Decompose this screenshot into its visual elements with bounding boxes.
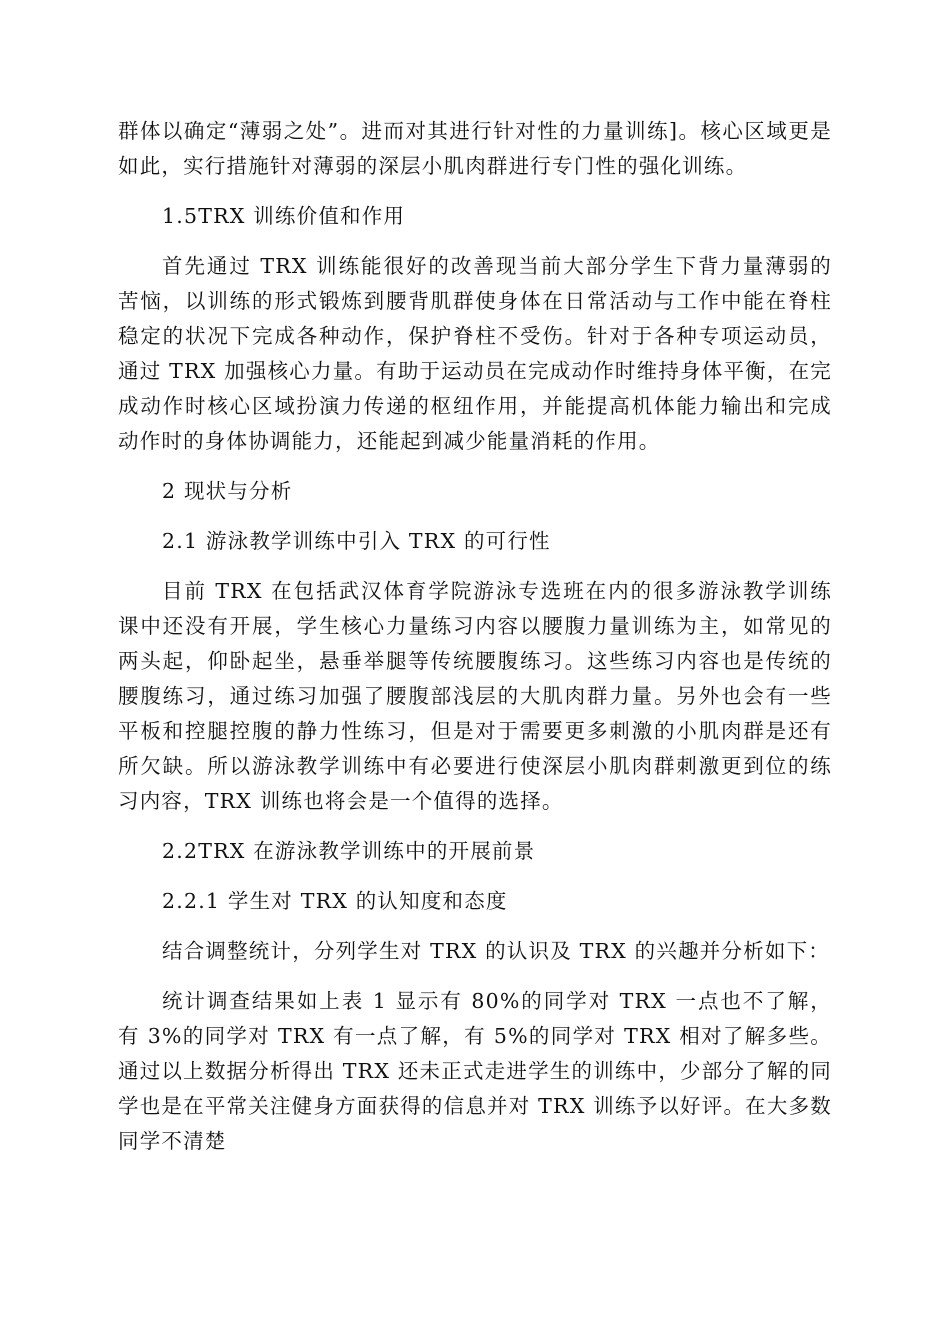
section-heading-2-2: 2.2TRX 在游泳教学训练中的开展前景 <box>162 839 536 863</box>
paragraph-survey-results: 统计调查结果如上表 1 显示有 80%的同学对 TRX 一点也不了解，有 3%的同学对 TRX 有一点了解，有 5%的同学对 TRX 相对了解多些。通过以上数据分析得出 TRX 还未正式走进学生的训练中，少部分了解的同学也是在平常关注健身方面获得的信息并对 TRX 训练予以好评。在大多数同学不清楚 <box>118 989 832 1153</box>
section-heading-1-5: 1.5TRX 训练价值和作用 <box>162 204 406 228</box>
section-heading-2-1: 2.1 游泳教学训练中引入 TRX 的可行性 <box>162 529 551 553</box>
paragraph-feasibility: 目前 TRX 在包括武汉体育学院游泳专选班在内的很多游泳教学训练课中还没有开展，学生核心力量练习内容以腰腹力量训练为主，如常见的两头起，仰卧起坐，悬垂举腿等传统腰腹练习。这些练习内容也是传统的腰腹练习，通过练习加强了腰腹部浅层的大肌肉群力量。另外也会有一些平板和控腿控腹的静力性练习，但是对于需要更多刺激的小肌肉群是还有所欠缺。所以游泳教学训练中有必要进行使深层小肌肉群刺激更到位的练习内容，TRX 训练也将会是一个值得的选择。 <box>118 579 832 813</box>
document-page <box>118 114 832 1167</box>
section-heading-2-2-1: 2.2.1 学生对 TRX 的认知度和态度 <box>162 889 508 913</box>
section-heading-2: 2 现状与分析 <box>162 479 293 503</box>
paragraph-continuation: 群体以确定“薄弱之处”。进而对其进行针对性的力量训练]。核心区域更是如此，实行措施针对薄弱的深层小肌肉群进行专门性的强化训练。 <box>118 119 832 178</box>
paragraph-survey-intro: 结合调整统计，分列学生对 TRX 的认识及 TRX 的兴趣并分析如下： <box>162 939 830 963</box>
paragraph-trx-value: 首先通过 TRX 训练能很好的改善现当前大部分学生下背力量薄弱的苦恼，以训练的形式锻炼到腰背肌群使身体在日常活动与工作中能在脊柱稳定的状况下完成各种动作，保护脊柱不受伤。针对于各种专项运动员，通过 TRX 加强核心力量。有助于运动员在完成动作时维持身体平衡，在完成动作时核心区域扮演力传递的枢纽作用，并能提高机体能力输出和完成动作时的身体协调能力，还能起到减少能量消耗的作用。 <box>118 254 832 453</box>
